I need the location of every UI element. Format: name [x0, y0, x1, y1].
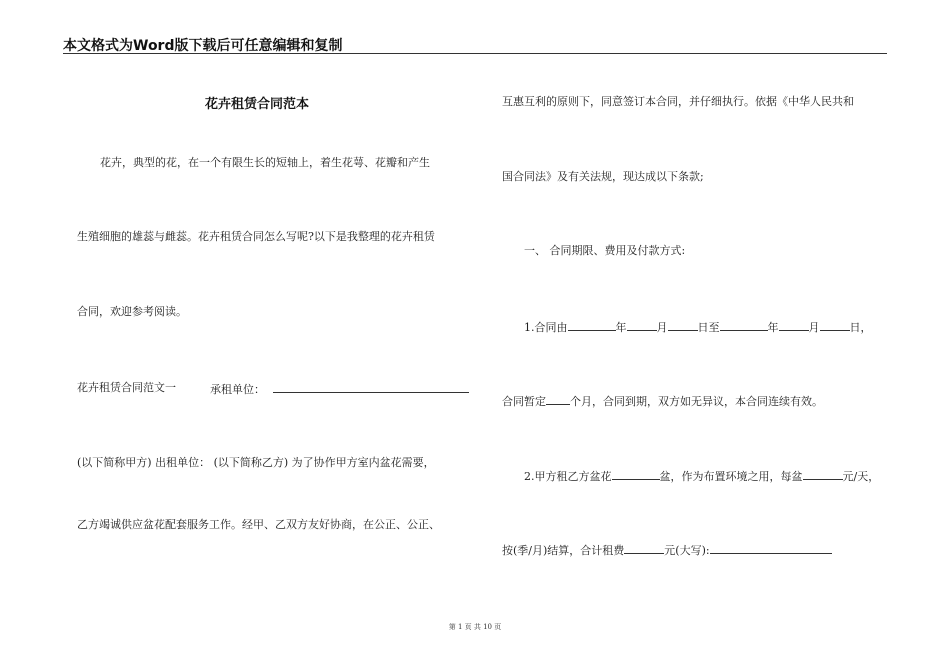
page-number: 第 1 页 共 10 页	[448, 623, 502, 631]
price-per-pot-blank	[803, 468, 843, 480]
clause-1-line-1	[524, 319, 872, 335]
header-divider	[63, 53, 887, 54]
clause-2-prefix: 2.甲方租乙方盆花	[524, 470, 612, 483]
pot-count-blank	[612, 468, 660, 480]
lessee-label	[210, 381, 469, 397]
clause-1-line-2-prefix: 合同暂定	[502, 395, 546, 408]
clause-2-line-2-prefix: 按(季/月)结算，合计租费	[502, 544, 625, 557]
right-paragraph-2: 国合同法》及有关法规，现达成以下条款;	[502, 170, 704, 183]
clause-1-year-1: 年	[615, 321, 627, 334]
clause-1-line-2-suffix: 个月，合同到期，双方如无异议，本合同连续有效。	[570, 395, 823, 408]
clause-2-line-1	[524, 468, 879, 484]
right-paragraph-1: 互惠互利的原则下，同意签订本合同，并仔细执行。依据《中华人民共和	[502, 95, 854, 108]
clause-1-prefix: 1.合同由	[524, 321, 568, 334]
clause-1-year-2: 年	[767, 321, 779, 334]
clause-1-day-end: 日，	[849, 321, 872, 334]
header-title: 本文格式为Word版下载后可任意编辑和复制	[63, 38, 343, 54]
clause-1-day-to: 日至	[697, 321, 720, 334]
left-paragraph-2: 生殖细胞的雄蕊与雌蕊。花卉租赁合同怎么写呢?以下是我整理的花卉租赁	[77, 230, 435, 243]
total-rent-blank	[624, 542, 664, 554]
section-heading-1: 一、 合同期限、费用及付款方式:	[524, 244, 686, 257]
left-paragraph-6: 乙方竭诚供应盆花配套服务工作。经甲、乙双方友好协商，在公正、公正、	[77, 518, 440, 531]
contract-months-blank	[546, 393, 570, 405]
clause-2-suffix: 元/天，	[842, 470, 880, 483]
clause-1-line-2	[502, 393, 823, 409]
start-month-blank	[627, 319, 657, 331]
lessee-label-text: 承租单位：	[210, 383, 265, 396]
end-day-blank	[820, 319, 850, 331]
end-month-blank	[779, 319, 809, 331]
left-paragraph-3: 合同，欢迎参考阅读。	[77, 305, 187, 318]
clause-2-line-2	[502, 542, 832, 558]
left-paragraph-5: (以下简称甲方) 出租单位： (以下简称乙方) 为了协作甲方室内盆花需要，	[77, 456, 435, 469]
clause-1-month-1: 月	[656, 321, 668, 334]
lessee-blank-field	[273, 381, 469, 393]
contract-sample-heading: 花卉租赁合同范文一	[77, 381, 176, 394]
start-year-blank	[568, 319, 616, 331]
total-rent-uppercase-blank	[710, 542, 832, 554]
start-day-blank	[668, 319, 698, 331]
end-year-blank	[720, 319, 768, 331]
clause-2-mid: 盆，作为布置环境之用，每盆	[659, 470, 803, 483]
left-paragraph-1: 花卉，典型的花，在一个有限生长的短轴上，着生花萼、花瓣和产生	[100, 156, 430, 169]
clause-1-month-2: 月	[808, 321, 820, 334]
document-title: 花卉租赁合同范本	[205, 97, 310, 112]
clause-2-line-2-mid: 元(大写):	[664, 544, 710, 557]
